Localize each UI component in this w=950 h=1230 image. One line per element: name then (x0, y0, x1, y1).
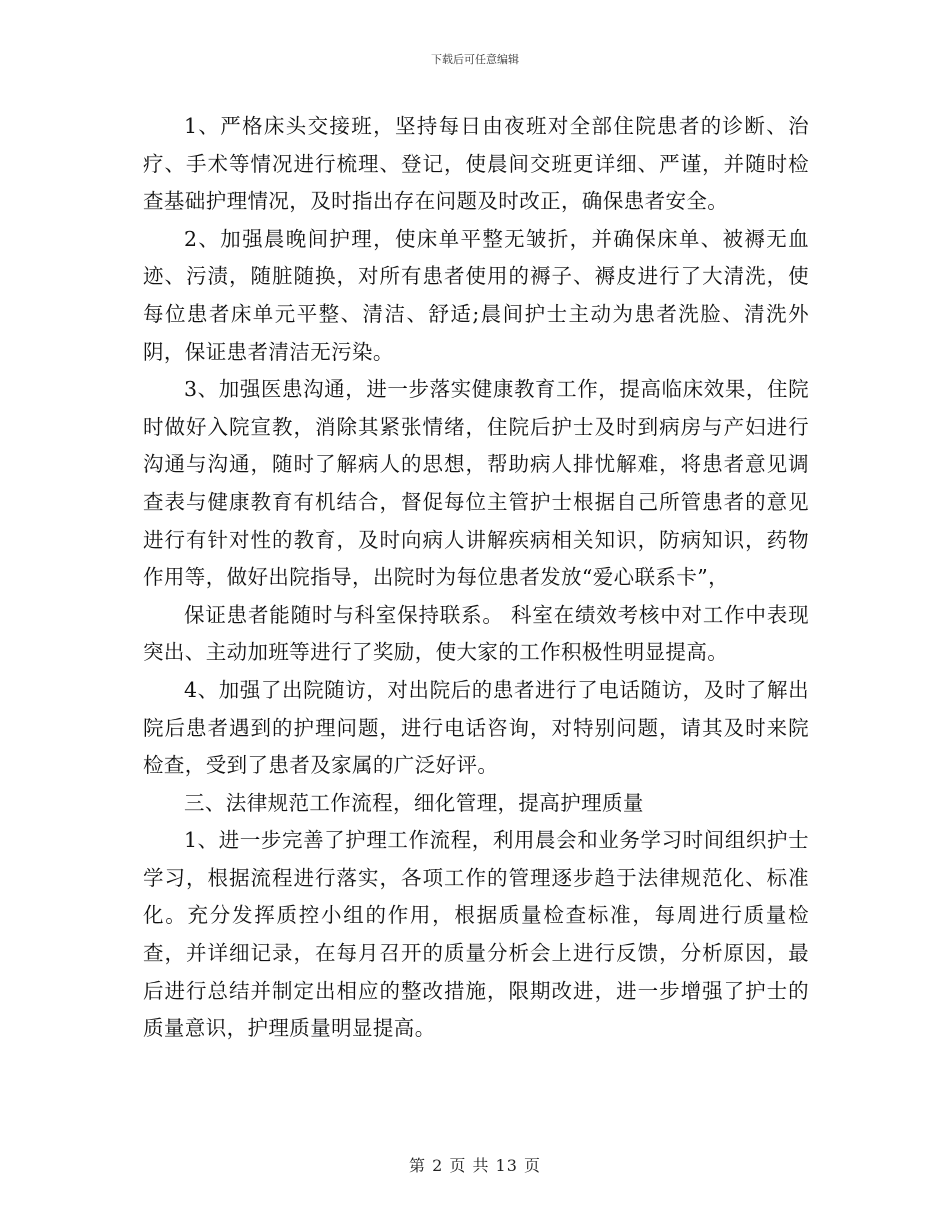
page-header-note: 下载后可任意编辑 (431, 53, 519, 66)
page-number: 第 2 页 共 13 页 (409, 1156, 541, 1175)
section-heading-quality: 三、法律规范工作流程，细化管理，提高护理质量 (184, 790, 644, 815)
paragraph-communication: 3、加强医患沟通，进一步落实健康教育工作，提高临床效果，住院时做好入院宣教，消除其紧张情绪，住院后护士及时到病房与产妇进行沟通与沟通，随时了解病人的思想，帮助病人排忧解难，将患者意见调查表与健康教育有机结合，督促每位主管护士根据自己所管患者的意见进行有针对性的教育，及时向病人讲解疾病相关知识，防病知识，药物作用等，做好出院指导，出院时为每位患者发放“爱心联系卡”， (143, 377, 809, 590)
paragraph-contact-reward: 保证患者能随时与科室保持联系。 科室在绩效考核中对工作中表现突出、主动加班等进行了奖励，使大家的工作积极性明显提高。 (143, 602, 809, 665)
paragraph-handover: 1、严格床头交接班，坚持每日由夜班对全部住院患者的诊断、治疗、手术等情况进行梳理、登记，使晨间交班更详细、严谨，并随时检查基础护理情况，及时指出存在问题及时改正，确保患者安全。 (143, 114, 809, 214)
paragraph-followup: 4、加强了出院随访，对出院后的患者进行了电话随访，及时了解出院后患者遇到的护理问题，进行电话咨询，对特别问题，请其及时来院检查，受到了患者及家属的广泛好评。 (143, 677, 809, 778)
paragraph-workflow: 1、进一步完善了护理工作流程，利用晨会和业务学习时间组织护士学习，根据流程进行落实，各项工作的管理逐步趋于法律规范化、标准化。充分发挥质控小组的作用，根据质量检查标准，每周进行质量检查，并详细记录，在每月召开的质量分析会上进行反馈，分析原因，最后进行总结并制定出相应的整改措施，限期改进，进一步增强了护士的质量意识，护理质量明显提高。 (143, 828, 809, 1041)
document-body (143, 108, 809, 1048)
paragraph-morning-evening-care: 2、加强晨晚间护理，使床单平整无皱折，并确保床单、被褥无血迹、污渍，随脏随换，对所有患者使用的褥子、褥皮进行了大清洗，使每位患者床单元平整、清洁、舒适;晨间护士主动为患者洗脸、清洗外阴，保证患者清洁无污染。 (143, 226, 809, 364)
